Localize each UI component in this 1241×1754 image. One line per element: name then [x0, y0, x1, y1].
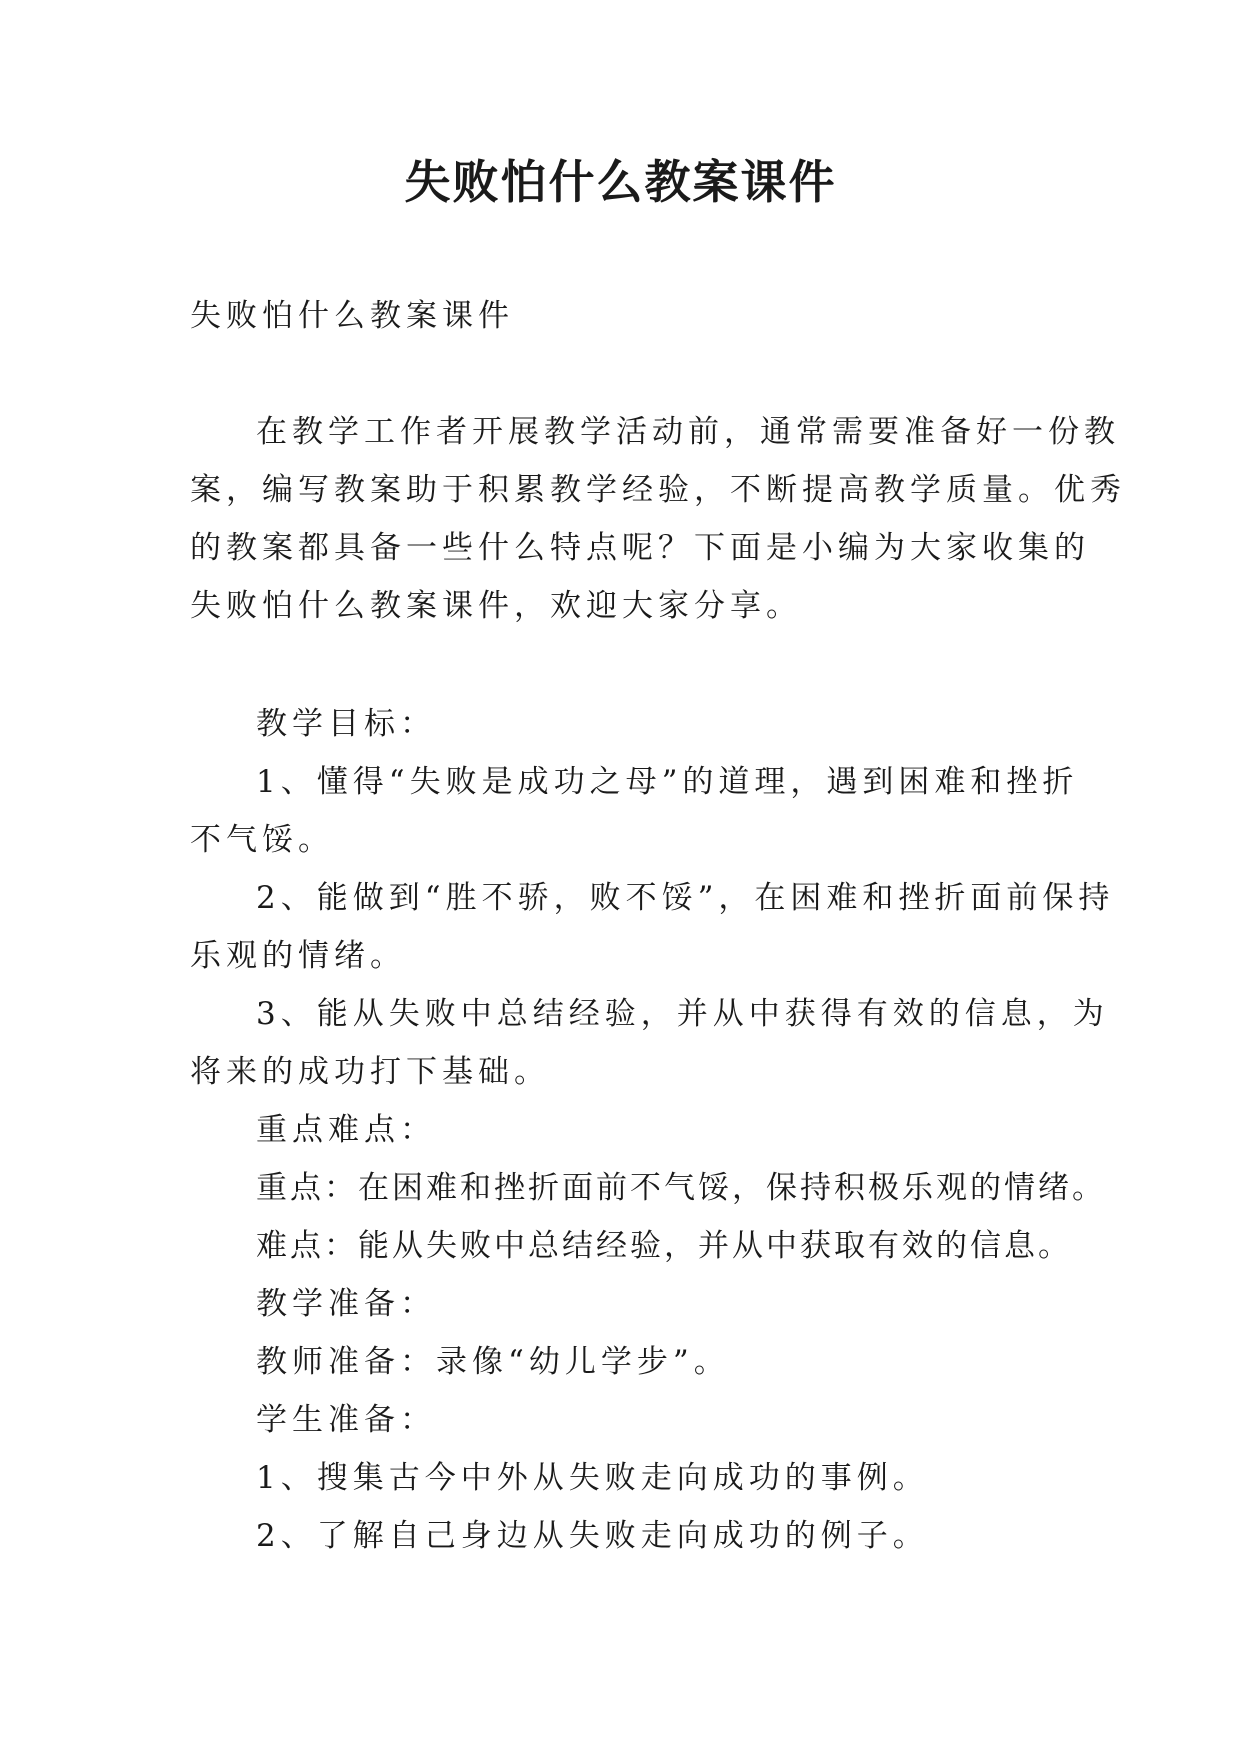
- section-heading-student-prep: 学生准备：: [256, 1402, 436, 1438]
- body-line: 3、能从失败中总结经验，并从中获得有效的信息，为: [256, 996, 1109, 1032]
- intro-line: 失败怕什么教案课件，欢迎大家分享。: [190, 588, 802, 624]
- body-line: 1、懂得“失败是成功之母”的道理，遇到困难和挫折: [256, 764, 1079, 800]
- section-heading-preparation: 教学准备：: [256, 1286, 436, 1322]
- body-line: 不气馁。: [190, 822, 334, 858]
- body-line: 1、搜集古今中外从失败走向成功的事例。: [256, 1460, 929, 1496]
- intro-line: 的教案都具备一些什么特点呢？下面是小编为大家收集的: [190, 530, 1090, 566]
- body-line: 2、了解自己身边从失败走向成功的例子。: [256, 1518, 929, 1554]
- body-line: 重点：在困难和挫折面前不气馁，保持积极乐观的情绪。: [256, 1170, 1106, 1206]
- intro-line: 在教学工作者开展教学活动前，通常需要准备好一份教: [256, 414, 1120, 450]
- document-subtitle: 失败怕什么教案课件: [190, 298, 514, 334]
- body-line: 2、能做到“胜不骄，败不馁”，在困难和挫折面前保持: [256, 880, 1115, 916]
- section-heading-objectives: 教学目标：: [256, 706, 436, 742]
- body-line: 乐观的情绪。: [190, 938, 406, 974]
- intro-line: 案，编写教案助于积累教学经验，不断提高教学质量。优秀: [190, 472, 1126, 508]
- section-heading-key-points: 重点难点：: [256, 1112, 436, 1148]
- body-line: 难点：能从失败中总结经验，并从中获取有效的信息。: [256, 1228, 1072, 1264]
- document-title: 失败怕什么教案课件: [404, 155, 837, 209]
- body-line: 教师准备：录像“幼儿学步”。: [256, 1344, 730, 1380]
- body-line: 将来的成功打下基础。: [190, 1054, 550, 1090]
